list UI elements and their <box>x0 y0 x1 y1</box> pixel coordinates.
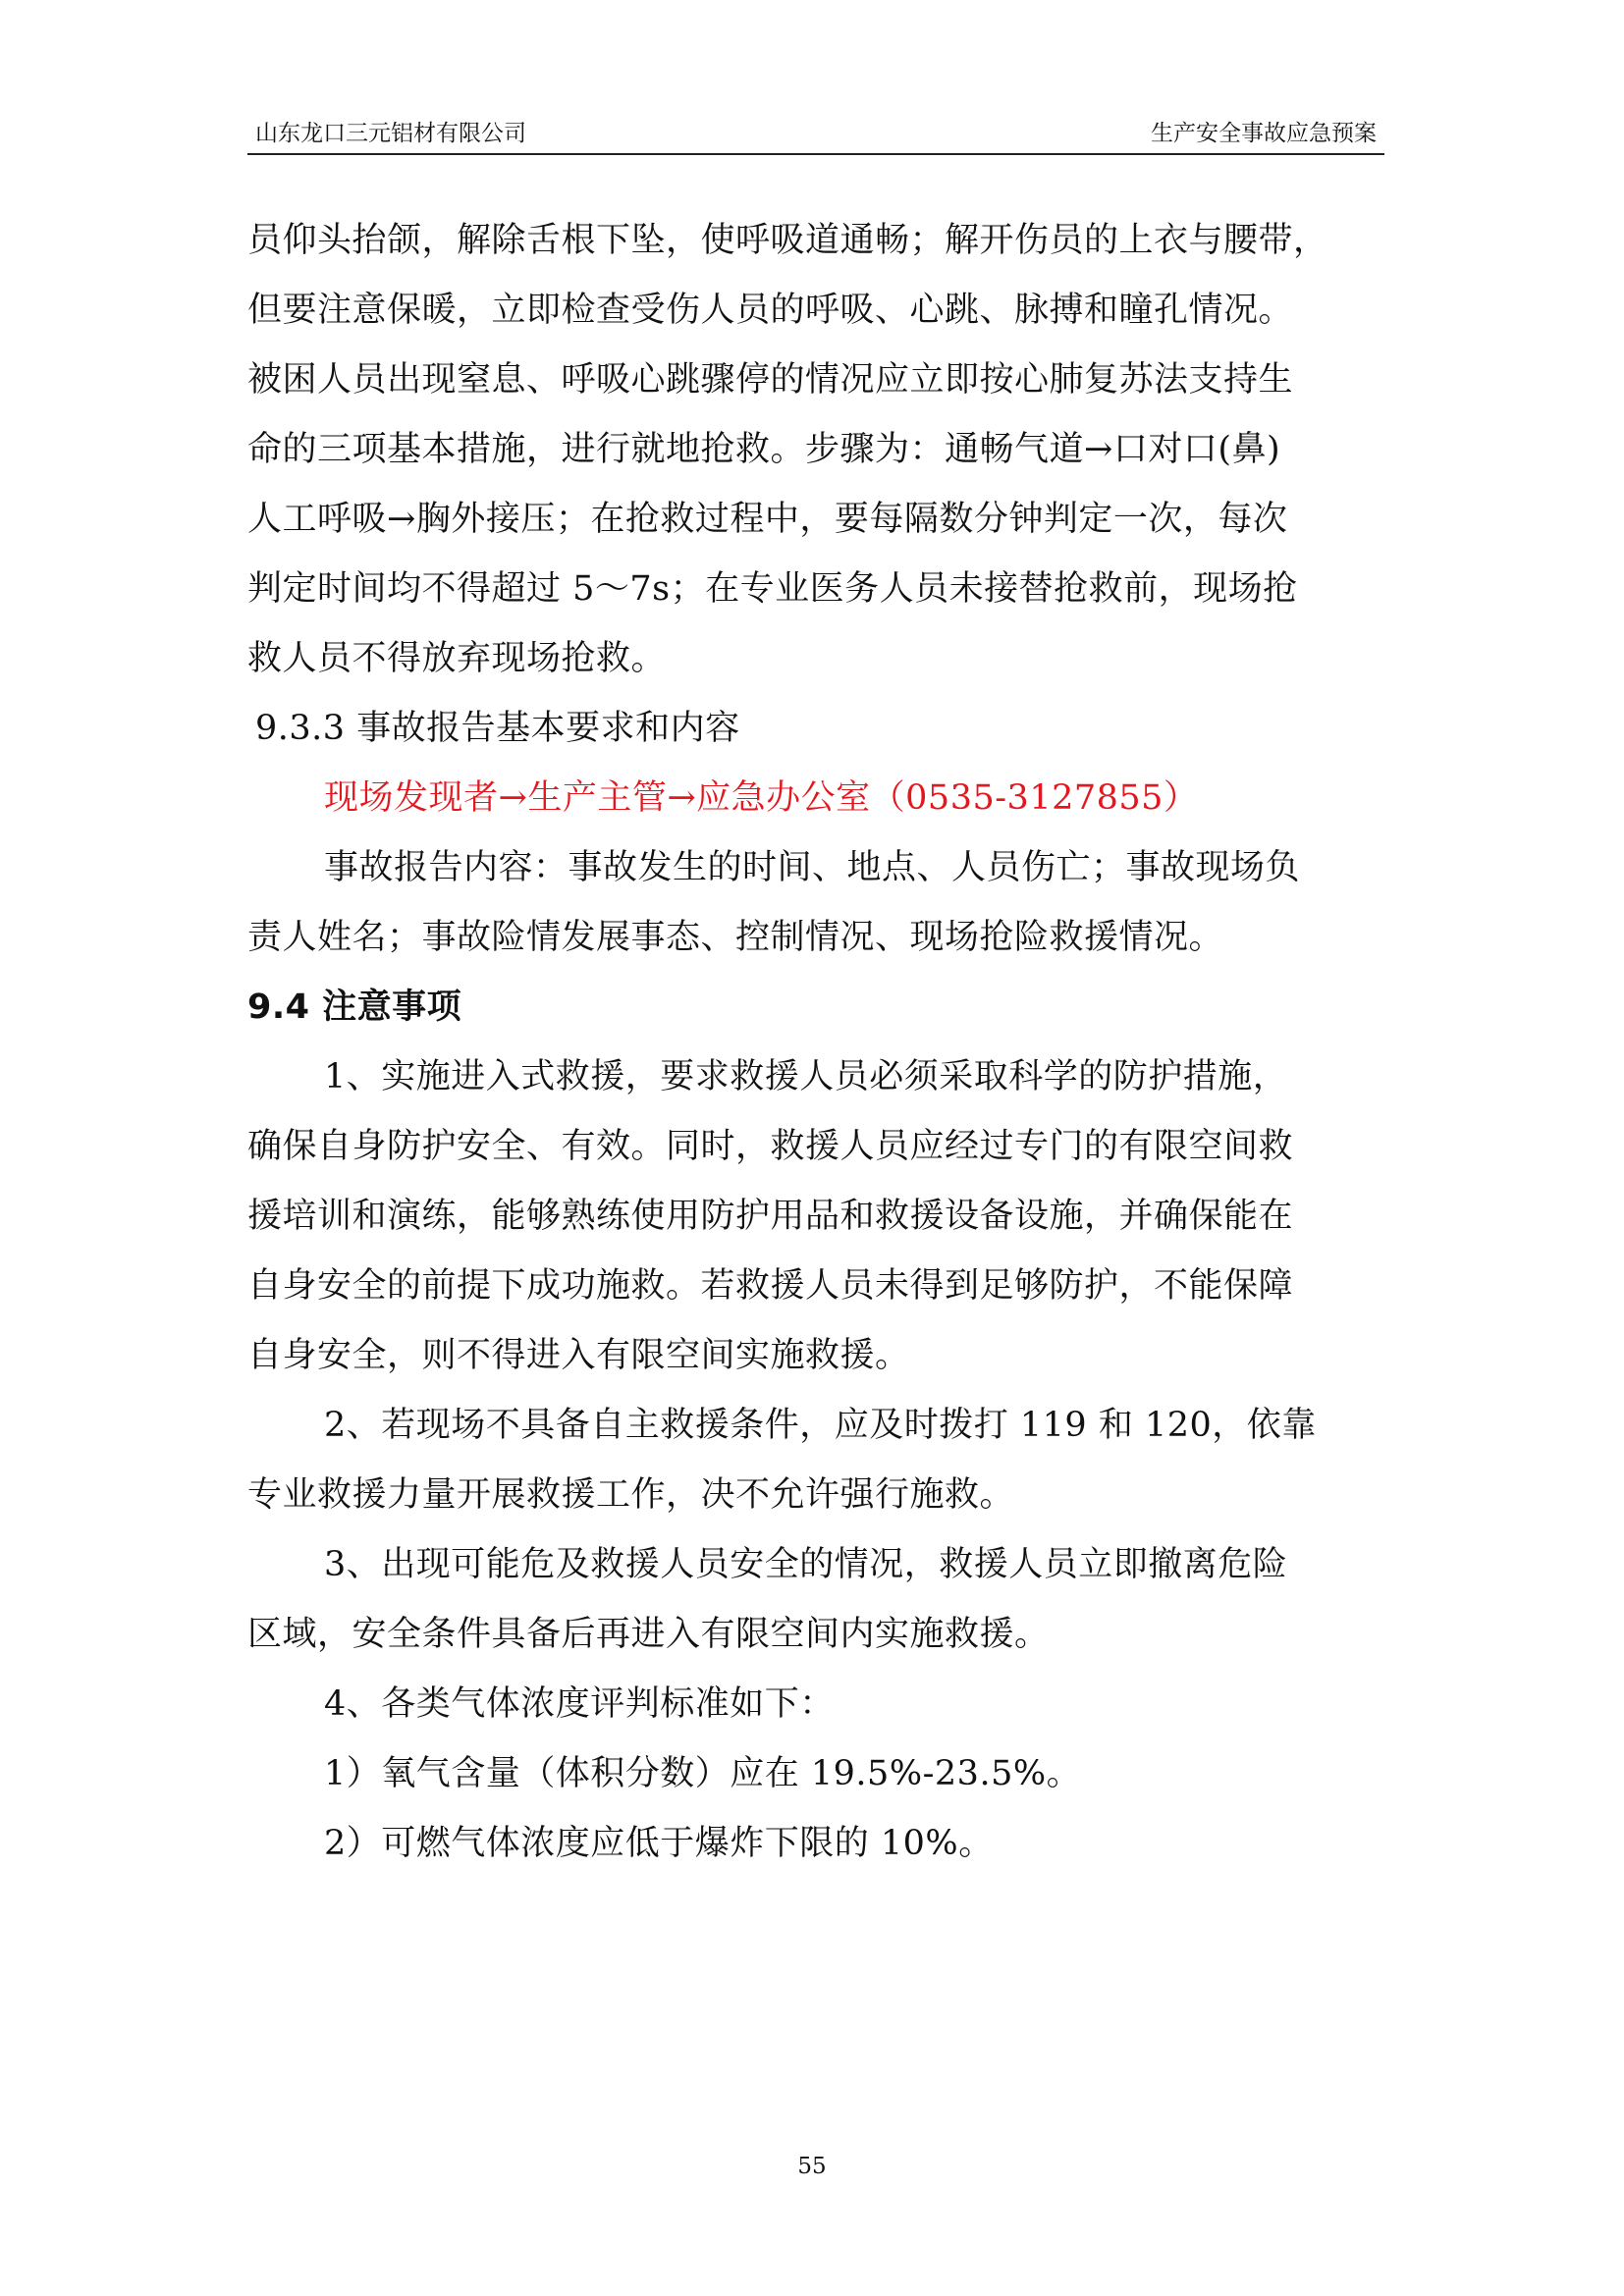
text-line: 判定时间均不得超过 5～7s；在专业医务人员未接替抢救前，现场抢 <box>247 569 1298 609</box>
page-header <box>247 116 1384 155</box>
section-heading-9-3-3: 9.3.3 事故报告基本要求和内容 <box>255 709 740 748</box>
notice-item-2 <box>247 1391 1386 1530</box>
text-line: 1、实施进入式救援，要求救援人员必须采取科学的防护措施， <box>324 1057 1288 1096</box>
page-number: 55 <box>797 2154 827 2179</box>
text-line: 自身安全，则不得进入有限空间实施救援。 <box>247 1336 910 1375</box>
text-line: 责人姓名；事故险情发展事态、控制情况、现场抢险救援情况。 <box>247 918 1224 957</box>
text-line: 确保自身防护安全、有效。同时，救援人员应经过专门的有限空间救 <box>247 1127 1294 1166</box>
gas-standard-combustible: 2）可燃气体浓度应低于爆炸下限的 10%。 <box>324 1824 994 1863</box>
notice-item-4: 4、各类气体浓度评判标准如下： <box>324 1684 835 1724</box>
gas-standard-oxygen: 1）氧气含量（体积分数）应在 19.5%-23.5%。 <box>324 1754 1082 1793</box>
header-document-title: 生产安全事故应急预案 <box>1151 121 1377 146</box>
text-line: 自身安全的前提下成功施救。若救援人员未得到足够防护，不能保障 <box>247 1266 1294 1306</box>
text-line: 区域，安全条件具备后再进入有限空间内实施救援。 <box>247 1615 1050 1654</box>
text-line: 员仰头抬颌，解除舌根下坠，使呼吸道通畅；解开伤员的上衣与腰带， <box>247 221 1328 260</box>
rescue-steps-paragraph <box>247 206 1386 694</box>
report-flow: 现场发现者→生产主管→应急办公室（0535-3127855） <box>324 778 1199 818</box>
text-line: 专业救援力量开展救援工作，决不允许强行施救。 <box>247 1475 1015 1515</box>
document-body <box>247 206 1386 1879</box>
notice-item-1 <box>247 1042 1386 1391</box>
notice-item-3 <box>247 1530 1386 1670</box>
text-line: 事故报告内容：事故发生的时间、地点、人员伤亡；事故现场负 <box>324 848 1301 887</box>
report-content-paragraph <box>247 833 1386 973</box>
text-line: 命的三项基本措施，进行就地抢救。步骤为：通畅气道→口对口(鼻) <box>247 430 1281 469</box>
text-line: 但要注意保暖，立即检查受伤人员的呼吸、心跳、脉搏和瞳孔情况。 <box>247 291 1294 330</box>
text-line: 救人员不得放弃现场抢救。 <box>247 639 667 678</box>
text-line: 援培训和演练，能够熟练使用防护用品和救援设备设施，并确保能在 <box>247 1197 1294 1236</box>
section-heading-9-4: 9.4 注意事项 <box>247 988 462 1027</box>
text-line: 人工呼吸→胸外接压；在抢救过程中，要每隔数分钟判定一次，每次 <box>247 500 1288 539</box>
header-company-name: 山东龙口三元铝材有限公司 <box>255 121 526 146</box>
text-line: 3、出现可能危及救援人员安全的情况，救援人员立即撤离危险 <box>324 1545 1288 1584</box>
text-line: 被困人员出现窒息、呼吸心跳骤停的情况应立即按心肺复苏法支持生 <box>247 360 1294 400</box>
text-line: 2、若现场不具备自主救援条件，应及时拨打 119 和 120，依靠 <box>324 1406 1317 1445</box>
